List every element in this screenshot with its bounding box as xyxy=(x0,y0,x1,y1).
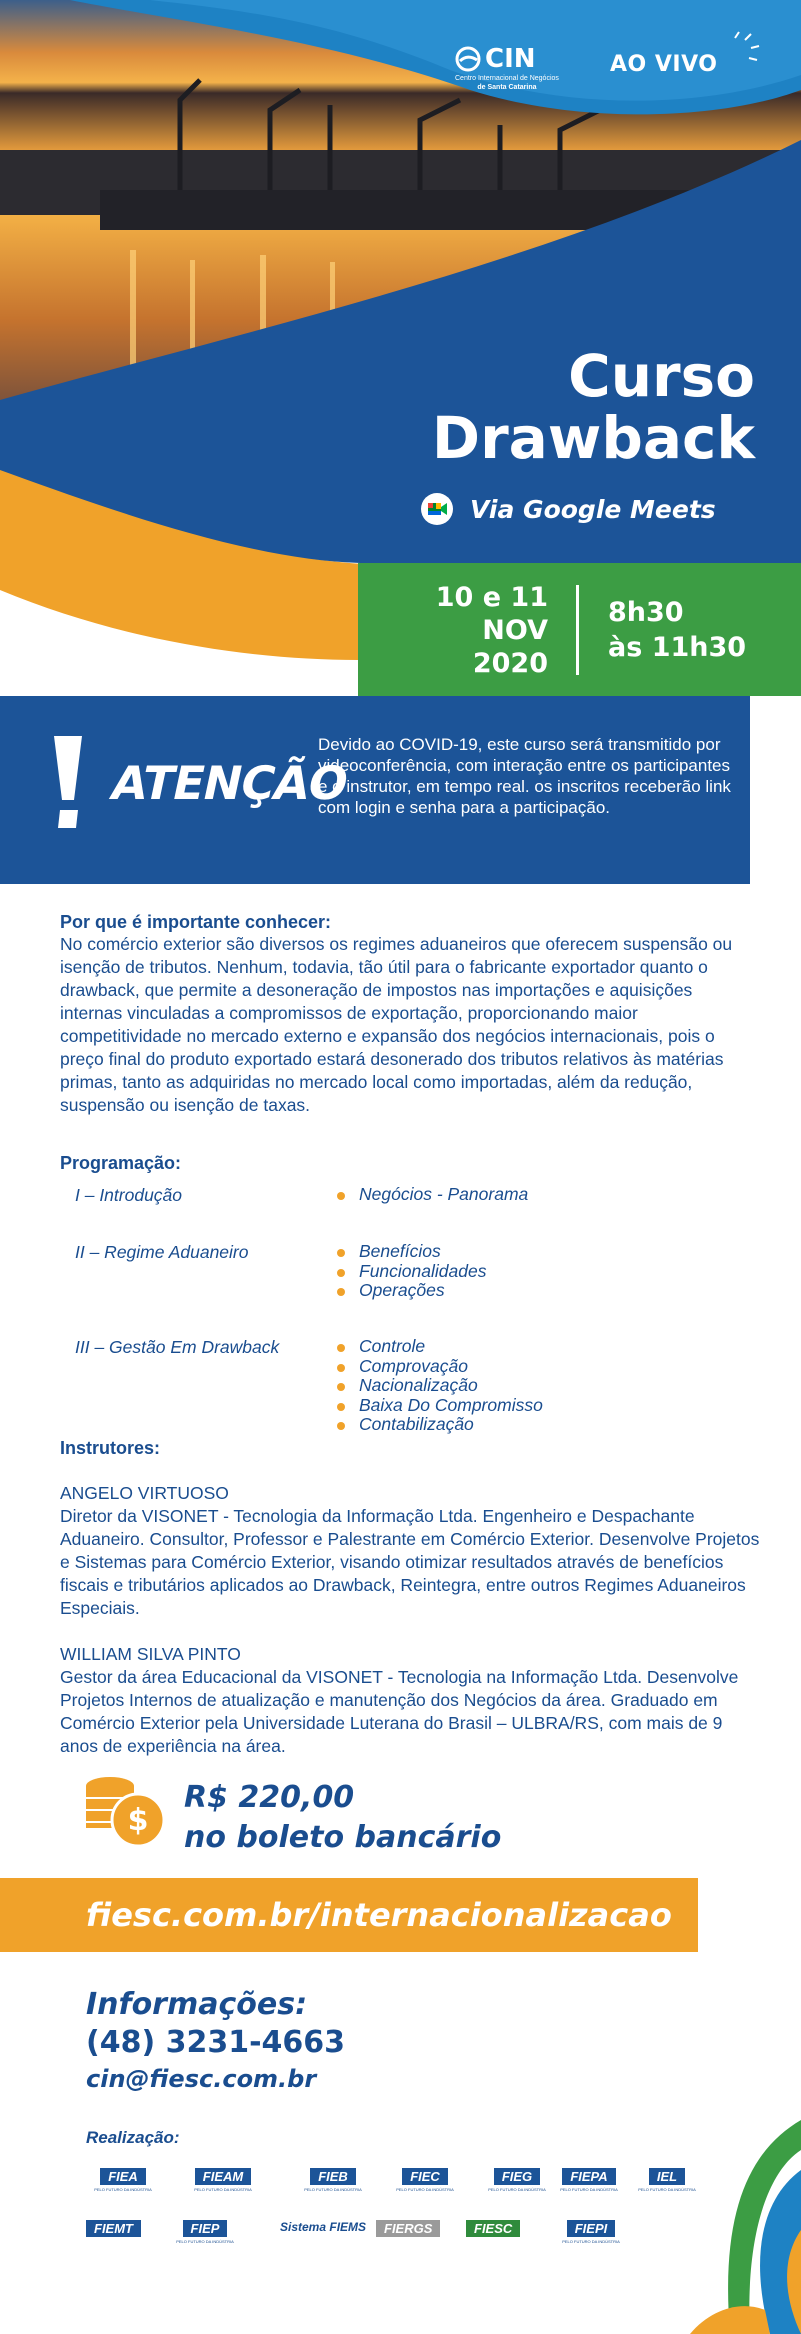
sponsor-logo-fiepi xyxy=(556,2220,626,2244)
instructors-heading: Instrutores: xyxy=(60,1438,161,1458)
module-topic: Controle xyxy=(337,1337,543,1357)
sponsors-heading: Realização: xyxy=(86,2128,180,2147)
module-topic: Benefícios xyxy=(337,1242,486,1262)
course-title xyxy=(431,342,755,472)
cin-logo-sub2: de Santa Catarina xyxy=(477,84,537,91)
sponsor-logo-name: FIEG xyxy=(494,2168,540,2185)
sponsor-tagline: PELO FUTURO DA INDÚSTRIA xyxy=(194,2187,252,2192)
sponsor-logo-fiesc xyxy=(466,2220,520,2237)
module-topics xyxy=(337,1337,543,1435)
cin-logo xyxy=(455,44,559,92)
google-meet-icon xyxy=(420,492,454,526)
module-title: II – Regime Aduaneiro xyxy=(75,1242,249,1262)
sponsor-logo-fieg xyxy=(482,2168,552,2192)
module-topic: Negócios - Panorama xyxy=(337,1185,528,1205)
module-topic: Funcionalidades xyxy=(337,1262,486,1282)
attention-word: ATENÇÃO xyxy=(106,756,353,810)
hero-banner xyxy=(0,0,801,700)
sponsor-logo-iel xyxy=(632,2168,702,2192)
date-line2: NOV xyxy=(482,615,548,646)
sponsor-logo-name: FIEP xyxy=(183,2220,228,2237)
live-badge xyxy=(610,52,717,77)
sponsor-tagline: PELO FUTURO DA INDÚSTRIA xyxy=(488,2187,546,2192)
module-topic: Comprovação xyxy=(337,1357,543,1377)
svg-text:$: $ xyxy=(127,1803,149,1838)
broadcast-icon xyxy=(715,28,765,78)
module-title: III – Gestão Em Drawback xyxy=(75,1337,280,1357)
contact-heading: Informações: xyxy=(86,1987,308,2022)
platform-row xyxy=(420,492,716,526)
why-heading: Por que é importante conhecer: xyxy=(60,912,332,932)
cin-logo-name: CIN xyxy=(485,44,536,74)
course-title-line2: Drawback xyxy=(431,404,755,472)
sponsor-tagline: PELO FUTURO DA INDÚSTRIA xyxy=(396,2187,454,2192)
time-line2: às 11h30 xyxy=(608,632,747,663)
module-topics xyxy=(337,1185,528,1205)
sponsor-logo-name: FIEPI xyxy=(567,2220,616,2237)
sponsor-logo-fiep xyxy=(170,2220,240,2244)
instructor-name: ANGELO VIRTUOSO xyxy=(60,1483,229,1503)
sponsor-tagline: PELO FUTURO DA INDÚSTRIA xyxy=(562,2239,620,2244)
sponsor-tagline: PELO FUTURO DA INDÚSTRIA xyxy=(560,2187,618,2192)
date-line3: 2020 xyxy=(472,648,548,679)
module-topic: Operações xyxy=(337,1281,486,1301)
cin-logo-sub1: Centro Internacional de Negócios xyxy=(455,75,559,82)
decorative-swoosh xyxy=(690,2110,801,2334)
contact-block xyxy=(86,1986,345,2096)
live-label: AO VIVO xyxy=(610,52,718,77)
why-section xyxy=(60,912,750,1117)
sponsor-tagline: PELO FUTURO DA INDÚSTRIA xyxy=(176,2239,234,2244)
sponsor-tagline: PELO FUTURO DA INDÚSTRIA xyxy=(638,2187,696,2192)
instructor-bio: Gestor da área Educacional da VISONET - Tecnologia na Informação Ltda. Desenvolve Projetos Internos de atualização e manutenção dos Negócios da área. Graduado em Comércio Exterior pela Universidade Luterana do Brasil – ULBRA/RS, com mais de 9 anos de experiência na área. xyxy=(60,1667,739,1756)
sponsor-logo-fiergs xyxy=(376,2220,440,2237)
sponsor-logo-name: FIEC xyxy=(402,2168,448,2185)
module-topic: Contabilização xyxy=(337,1415,543,1435)
sponsor-logo-fiec xyxy=(390,2168,460,2192)
contact-email[interactable]: cin@fiesc.com.br xyxy=(86,2065,317,2093)
price-amount: R$ 220,00 xyxy=(184,1780,355,1815)
sponsor-logo-name: FIEMT xyxy=(86,2220,141,2237)
sponsor-logo-name: FIEB xyxy=(310,2168,356,2185)
sponsor-logo-name: FIEA xyxy=(100,2168,146,2185)
coins-icon xyxy=(80,1772,170,1852)
price-text xyxy=(184,1778,584,1858)
attention-banner xyxy=(0,696,750,884)
sponsor-logo-name: FIEAM xyxy=(195,2168,251,2185)
sponsor-tagline: PELO FUTURO DA INDÚSTRIA xyxy=(94,2187,152,2192)
schedule-divider xyxy=(576,585,579,675)
sponsor-logo-name: FIESC xyxy=(466,2220,520,2237)
price-block xyxy=(80,1772,502,1857)
price-method: no boleto bancário xyxy=(184,1820,502,1855)
contact-phone[interactable]: (48) 3231-4663 xyxy=(86,2025,346,2060)
sponsor-logo-fiemt xyxy=(86,2220,141,2237)
instructor-name: WILLIAM SILVA PINTO xyxy=(60,1644,241,1664)
time-line1: 8h30 xyxy=(608,597,684,628)
sponsor-logo-fieam xyxy=(188,2168,258,2192)
program-heading: Programação: xyxy=(60,1153,182,1173)
url-banner xyxy=(0,1878,698,1952)
module-title: I – Introdução xyxy=(75,1185,183,1205)
sponsor-logo-name: FIERGS xyxy=(376,2220,440,2237)
date-line1: 10 e 11 xyxy=(435,582,548,613)
module-topic: Nacionalização xyxy=(337,1376,543,1396)
sponsor-logo-fiems xyxy=(280,2220,366,2234)
platform-label: Via Google Meets xyxy=(470,494,716,524)
why-text: No comércio exterior são diversos os regimes aduaneiros que oferecem suspensão ou isenção de tributos. Nenhum, todavia, tão útil para o fabricante exportador quanto o drawback, que permite a desoneração de impostos nas importações e aquisições internas vinculadas a compromissos de exportação, proporcionando maior competitividade no mercado externo e expansão dos negócios internacionais, pois o preço final do produto exportado estará desonerado dos tributos relativos às matérias primas, tanto as adquiridas no mercado local como importadas, além da redução, suspensão ou isenção de taxas. xyxy=(60,934,733,1115)
module-topics xyxy=(337,1242,486,1301)
registration-link[interactable]: fiesc.com.br/internacionalizacao xyxy=(86,1896,672,1934)
instructor-bio: Diretor da VISONET - Tecnologia da Informação Ltda. Engenheiro e Despachante Aduaneiro. Consultor, Professor e Palestrante em Comércio Exterior. Desenvolve Projetos e Sistemas para Comércio Exterior, visando otimizar resultados através de benefícios fiscais e tributários aplicados ao Drawback, Reintegra, entre outros Regimes Aduaneiros Especiais. xyxy=(60,1506,760,1618)
attention-text: Devido ao COVID-19, este curso será transmitido por videoconferência, com interação entre os participantes e o instrutor, em tempo real. os inscritos receberão link com login e senha para a participação. xyxy=(318,735,731,817)
sponsor-logo-name: IEL xyxy=(649,2168,685,2185)
exclamation-icon xyxy=(48,734,98,834)
course-title-line1: Curso xyxy=(568,342,755,410)
sponsor-tagline: PELO FUTURO DA INDÚSTRIA xyxy=(304,2187,362,2192)
sponsor-logo-name: Sistema FIEMS xyxy=(280,2220,367,2234)
course-date xyxy=(398,581,548,680)
course-time xyxy=(608,595,746,665)
sponsor-logo-name: FIEPA xyxy=(562,2168,615,2185)
sponsor-logo-fiea xyxy=(88,2168,158,2192)
sponsor-logo-fieb xyxy=(298,2168,368,2192)
cin-globe-icon xyxy=(455,46,481,72)
instructors-section xyxy=(60,1438,760,1758)
sponsor-logo-fiepa xyxy=(554,2168,624,2192)
schedule-box xyxy=(358,563,801,696)
module-topic: Baixa Do Compromisso xyxy=(337,1396,543,1416)
